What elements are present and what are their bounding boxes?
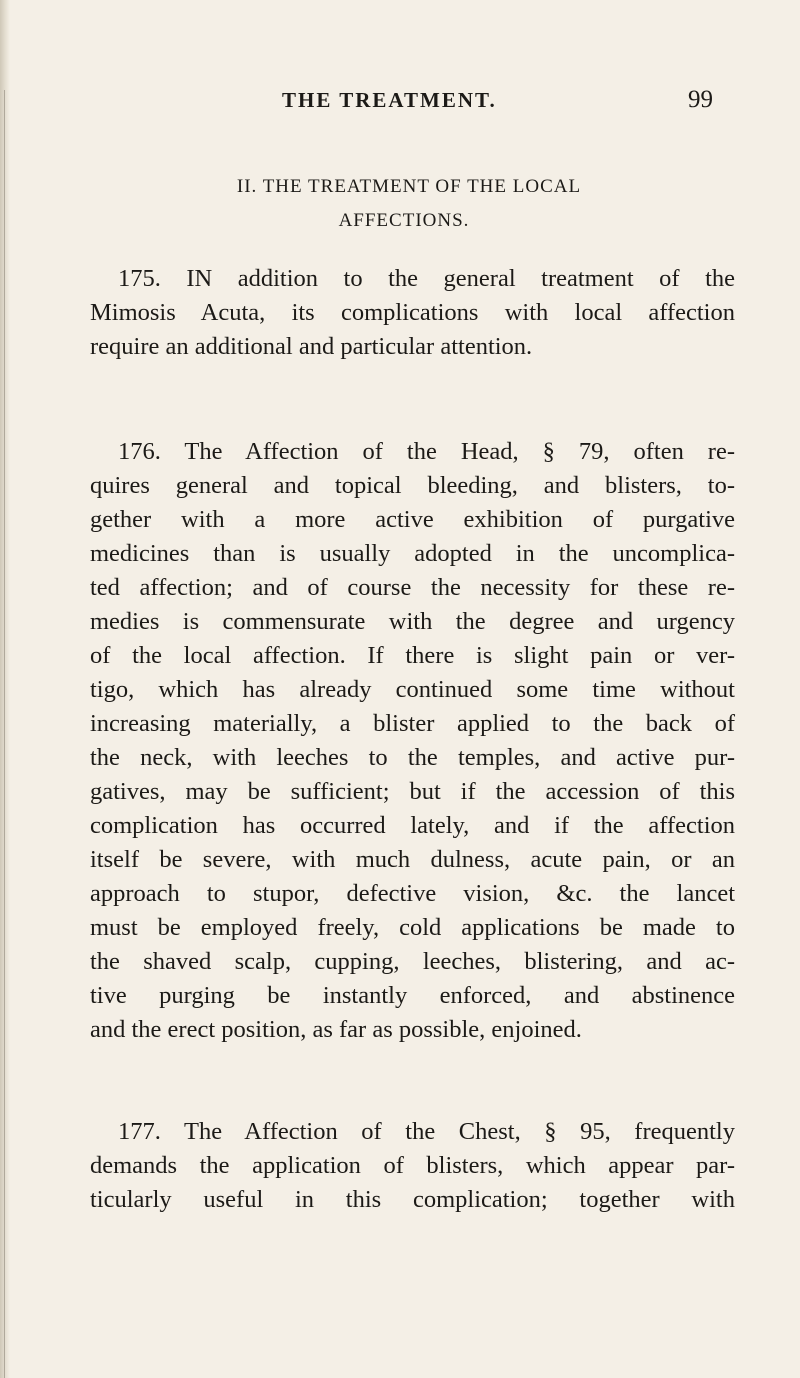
- text-line: tive purging be instantly enforced, and abstinence: [90, 982, 735, 1009]
- text-line: gatives, may be sufficient; but if the accession of this: [90, 778, 735, 805]
- text-line: itself be severe, with much dulness, acute pain, or an: [90, 846, 735, 873]
- text-line: 175. IN addition to the general treatment of the: [118, 265, 735, 292]
- text-line: of the local affection. If there is slight pain or ver-: [90, 642, 735, 669]
- text-line: complication has occurred lately, and if the affection: [90, 812, 735, 839]
- page-binding-line: [4, 90, 5, 1378]
- text-line: tigo, which has already continued some time without: [90, 676, 735, 703]
- section-heading-line-2: AFFECTIONS.: [338, 210, 470, 231]
- paragraph-175: [90, 262, 735, 364]
- text-line: ted affection; and of course the necessity for these re-: [90, 574, 735, 601]
- text-line: Mimosis Acuta, its complications with local affection: [90, 299, 735, 326]
- text-line: quires general and topical bleeding, and blisters, to-: [90, 472, 735, 499]
- text-line: the shaved scalp, cupping, leeches, blistering, and ac-: [90, 948, 735, 975]
- section-heading-line-1: II. THE TREATMENT OF THE LOCAL: [236, 176, 582, 197]
- text-line: must be employed freely, cold applications be made to: [90, 914, 735, 941]
- text-line: demands the application of blisters, which appear par-: [90, 1152, 735, 1179]
- text-line: the neck, with leeches to the temples, and active pur-: [90, 744, 735, 771]
- page-number: 99: [688, 86, 713, 113]
- text-line: ticularly useful in this complication; together with: [90, 1186, 735, 1213]
- text-line: require an additional and particular attention.: [90, 333, 533, 360]
- text-line: 177. The Affection of the Chest, § 95, frequently: [118, 1118, 735, 1145]
- running-head: [0, 88, 800, 118]
- text-line: increasing materially, a blister applied to the back of: [90, 710, 735, 737]
- running-title: THE TREATMENT.: [282, 88, 497, 112]
- paragraph-176: [90, 435, 735, 1047]
- text-line: gether with a more active exhibition of purgative: [90, 506, 735, 533]
- text-line: and the erect position, as far as possible, enjoined.: [90, 1016, 582, 1043]
- text-line: approach to stupor, defective vision, &c. the lancet: [90, 880, 735, 907]
- paragraph-177: [90, 1115, 735, 1217]
- text-line: medicines than is usually adopted in the uncomplica-: [90, 540, 735, 567]
- text-line: 176. The Affection of the Head, § 79, often re-: [118, 438, 735, 465]
- section-heading: [0, 170, 800, 238]
- text-line: medies is commensurate with the degree and urgency: [90, 608, 735, 635]
